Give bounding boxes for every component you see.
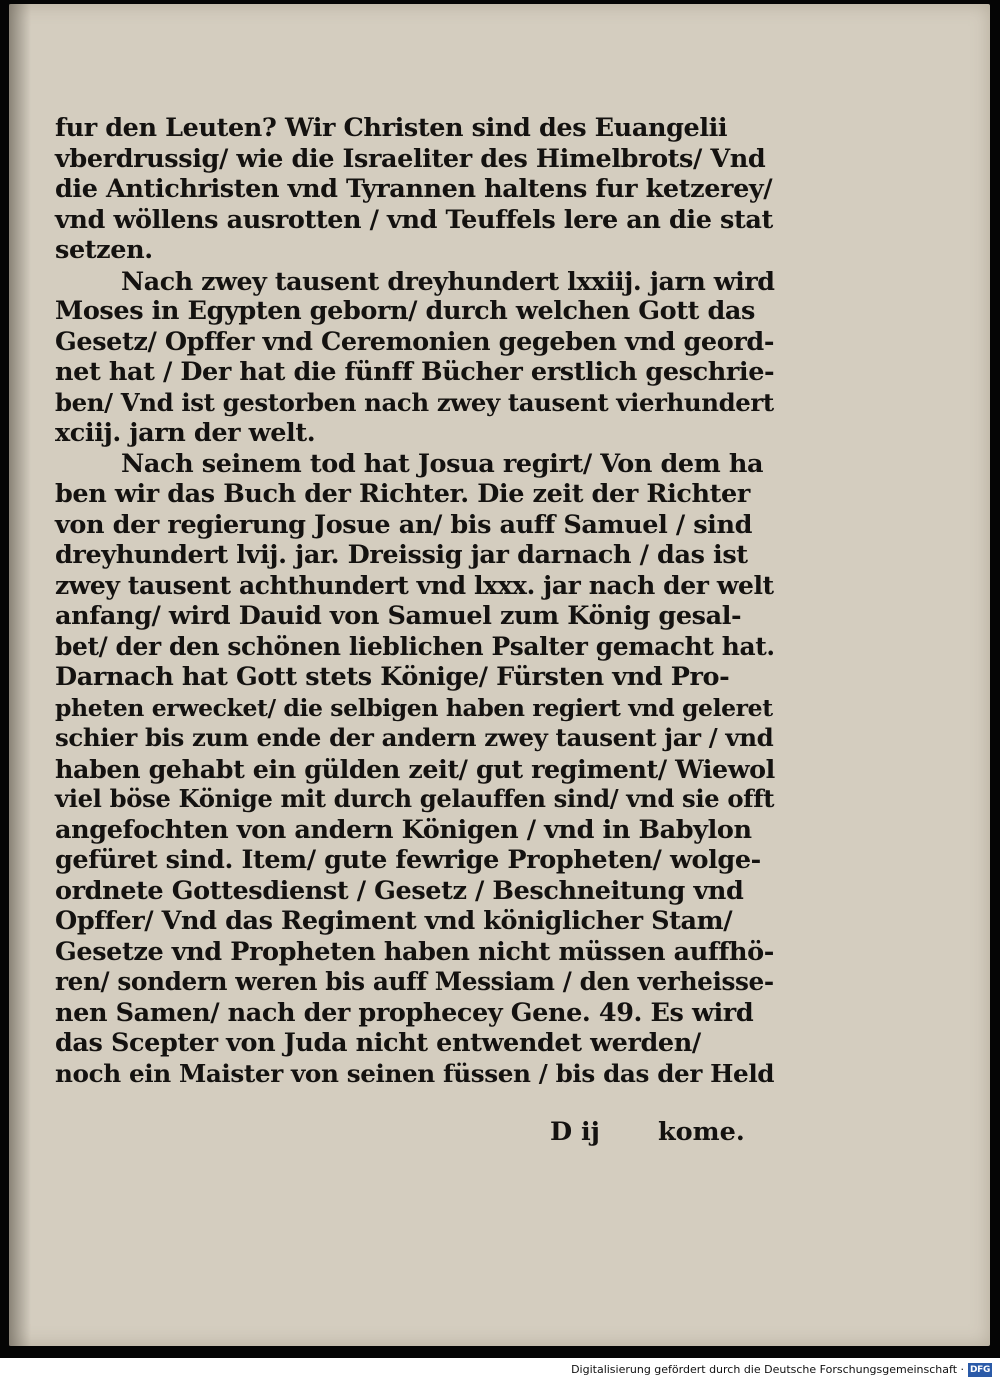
text-line: Opffer/ Vnd das Regiment vnd königlicher Stam/ [55,906,733,936]
funding-notice: Digitalisierung gefördert durch die Deutsche Forschungsgemeinschaft · [571,1363,964,1376]
text-line: anfang/ wird Dauid von Samuel zum König gesal- [55,601,742,631]
text-line: vberdrussig/ wie die Israeliter des Himelbrots/ Vnd [55,143,766,174]
text-line: Nach zwey tausent dreyhundert lxxiij. jarn wird [121,265,775,296]
text-line: vnd wöllens ausrotten / vnd Teuffels lere an die stat [55,204,773,235]
text-line: setzen. [55,235,153,265]
text-line: dreyhundert lvij. jar. Dreissig jar darnach / das ist [55,540,748,570]
text-line: noch ein Maister von seinen füssen / bis das der Held [55,1058,775,1088]
text-line: ren/ sondern weren bis auff Messiam / den verheisse- [55,967,774,996]
text-line: fur den Leuten? Wir Christen sind des Euangelii [55,113,728,143]
footer-bar [0,1358,1000,1383]
text-line: gefüret sind. Item/ gute fewrige Propheten/ wolge- [55,845,761,875]
text-line: viel böse Könige mit durch gelauffen sind/ vnd sie offt [55,784,775,813]
text-line: schier bis zum ende der andern zwey tausent jar / vnd [55,723,774,752]
text-line: Moses in Egypten geborn/ durch welchen Gott das [55,296,755,326]
text-line: von der regierung Josue an/ bis auff Samuel / sind [55,509,753,540]
text-line: xciij. jarn der welt. [55,418,316,448]
dfg-logo-icon: DFG [969,1365,991,1375]
signature-mark: D ij [550,1117,600,1147]
text-line: ben/ Vnd ist gestorben nach zwey tausent vierhundert [55,387,774,417]
text-line: das Scepter von Juda nicht entwendet werden/ [55,1028,701,1058]
text-line: ordnete Gottesdienst / Gesetz / Beschneitung vnd [55,875,744,906]
text-line: angefochten von andern Königen / vnd in Babylon [55,814,752,845]
text-line: net hat / Der hat die fünff Bücher erstlich geschrie- [55,357,775,387]
page-text-block [55,113,775,1089]
text-line: zwey tausent achthundert vnd lxxx. jar nach der welt [55,570,774,600]
text-line: Nach seinem tod hat Josua regirt/ Von dem ha [121,448,764,479]
catchword: kome. [658,1117,745,1147]
text-line: nen Samen/ nach der prophecey Gene. 49. Es wird [55,997,754,1028]
text-line: die Antichristen vnd Tyrannen haltens fur ketzerey/ [55,174,773,204]
text-line: bet/ der den schönen lieblichen Psalter gemacht hat. [55,631,775,661]
text-line: Gesetze vnd Propheten haben nicht müssen auffhö- [55,936,774,967]
text-line: ben wir das Buch der Richter. Die zeit der Richter [55,479,750,509]
page-gutter-shadow [9,4,31,1346]
text-line: haben gehabt ein gülden zeit/ gut regiment/ Wiewol [55,753,775,784]
text-line: Darnach hat Gott stets Könige/ Fürsten vnd Pro- [55,662,730,692]
text-line: pheten erwecket/ die selbigen haben regiert vnd geleret [55,693,773,722]
signature-line [550,1117,750,1149]
text-line: Gesetz/ Opffer vnd Ceremonien gegeben vnd geord- [55,326,775,357]
